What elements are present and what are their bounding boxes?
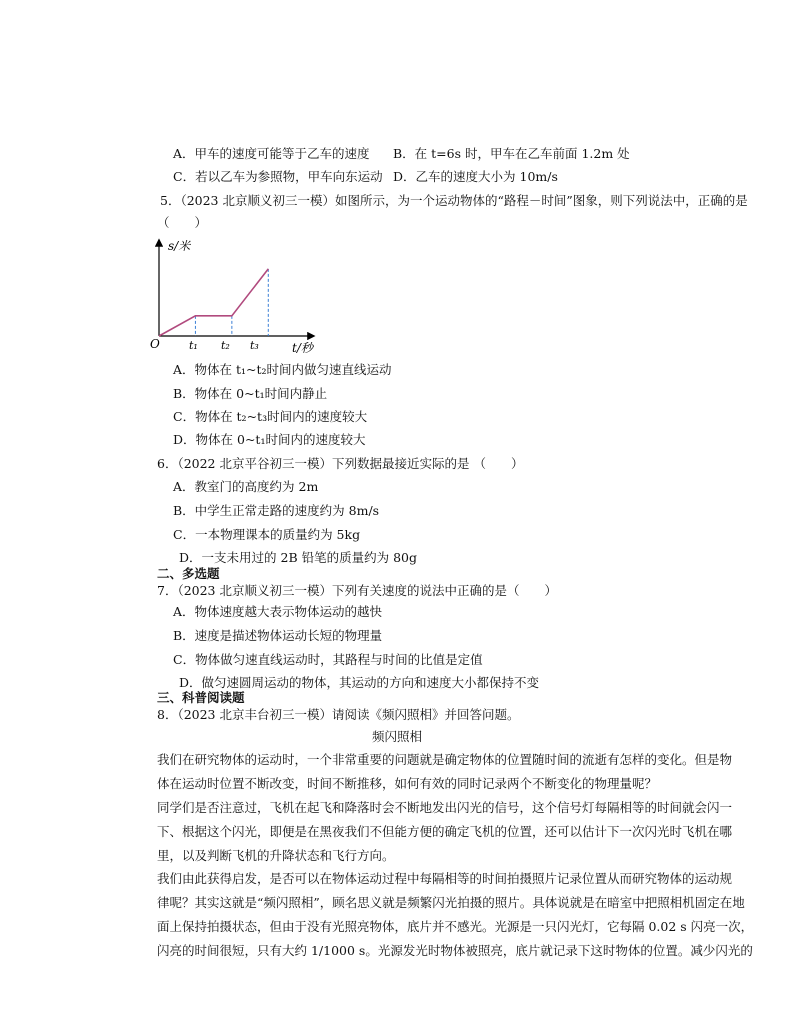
q7-option-d: D．做匀速圆周运动的物体，其运动的方向和速度大小都保持不变 — [179, 675, 540, 690]
q5-option-b: B．物体在 0~t₁时间内静止 — [173, 386, 328, 401]
q7-option-a: A．物体速度越大表示物体运动的越快 — [173, 604, 383, 619]
q5-option-d: D．物体在 0~t₁时间内的速度较大 — [173, 432, 366, 447]
article-line-5: 里，以及判断飞机的升降状态和飞行方向。 — [157, 848, 395, 863]
q4-option-c: C．若以乙车为参照物，甲车向东运动 — [173, 169, 383, 184]
q4-option-a: A．甲车的速度可能等于乙车的速度 — [173, 146, 370, 161]
q7-stem: 7．（2023 北京顺义初三一模）下列有关速度的说法中正确的是（ ） — [157, 583, 557, 598]
origin-label: O — [150, 337, 160, 351]
article-title: 频闪照相 — [371, 729, 422, 744]
section-reading-heading: 三、科普阅读题 — [157, 690, 245, 705]
distance-time-series — [159, 269, 268, 336]
article-line-2: 体在运动时位置不断改变，时间不断推移，如何有效的同时记录两个不断变化的物理量呢？ — [157, 776, 658, 791]
q4-option-d: D．乙车的速度大小为 10m/s — [393, 169, 558, 184]
x-axis-label: t/秒 — [292, 341, 313, 355]
q5-option-a: A．物体在 t₁~t₂时间内做匀速直线运动 — [173, 362, 392, 377]
q6-option-a: A．教室门的高度约为 2m — [173, 479, 319, 494]
q6-option-d: D．一支未用过的 2B 铅笔的质量约为 80g — [179, 550, 417, 565]
q6-option-b: B．中学生正常走路的速度约为 8m/s — [173, 503, 380, 518]
distance-time-graph — [150, 232, 330, 362]
q5-stem: 5．（2023 北京顺义初三一模）如图所示，为一个运动物体的“路程－时间”图象，则下列说法中，正确的是 — [160, 193, 748, 208]
q7-option-b: B．速度是描述物体运动长短的物理量 — [173, 628, 383, 643]
q6-option-c: C．一本物理课本的质量约为 5kg — [173, 527, 361, 542]
tick-label-t3: t₃ — [250, 339, 259, 352]
tick-label-t2: t₂ — [221, 339, 230, 352]
article-line-1: 我们在研究物体的运动时，一个非常重要的问题就是确定物体的位置随时间的流逝有怎样的变化。但是物 — [157, 752, 733, 767]
article-line-9: 闪亮的时间很短，只有大约 1/1000 s。光源发光时物体被照亮，底片就记录下这时物体的位置。减少闪光的 — [157, 943, 753, 958]
article-line-3: 同学们是否注意过，飞机在起飞和降落时会不断地发出闪光的信号，这个信号灯每隔相等的时间就会闪一 — [157, 800, 733, 815]
q5-option-c: C．物体在 t₂~t₃时间内的速度较大 — [173, 409, 368, 424]
q5-answer-paren: （ ） — [157, 215, 208, 230]
q6-stem: 6．（2022 北京平谷初三一模）下列数据最接近实际的是 （ ） — [157, 456, 524, 471]
article-line-8: 面上保持拍摄状态，但由于没有光照亮物体，底片并不感光。光源是一只闪光灯，它每隔 0.02 s 闪亮一次， — [157, 919, 754, 934]
article-line-6: 我们由此获得启发，是否可以在物体运动过程中每隔相等的时间拍摄照片记录位置从而研究物体的运动规 — [157, 871, 733, 886]
q8-stem: 8．（2023 北京丰台初三一模）请阅读《频闪照相》并回答问题。 — [157, 707, 520, 722]
y-axis-label: s/米 — [168, 239, 191, 253]
article-line-4: 下、根据这个闪光，即便是在黑夜我们不但能方便的确定飞机的位置，还可以估计下一次闪光时飞机在哪 — [157, 824, 733, 839]
q4-option-b: B．在 t=6s 时，甲车在乙车前面 1.2m 处 — [393, 146, 630, 161]
section-multiple-choice-heading: 二、多选题 — [157, 566, 220, 581]
tick-label-t1: t₁ — [189, 339, 198, 352]
article-line-7: 律呢？其实这就是“频闪照相”，顾名思义就是频繁闪光拍摄的照片。具体说就是在暗室中把照相机固定在地 — [157, 895, 745, 910]
q7-option-c: C．物体做匀速直线运动时，其路程与时间的比值是定值 — [173, 652, 483, 667]
